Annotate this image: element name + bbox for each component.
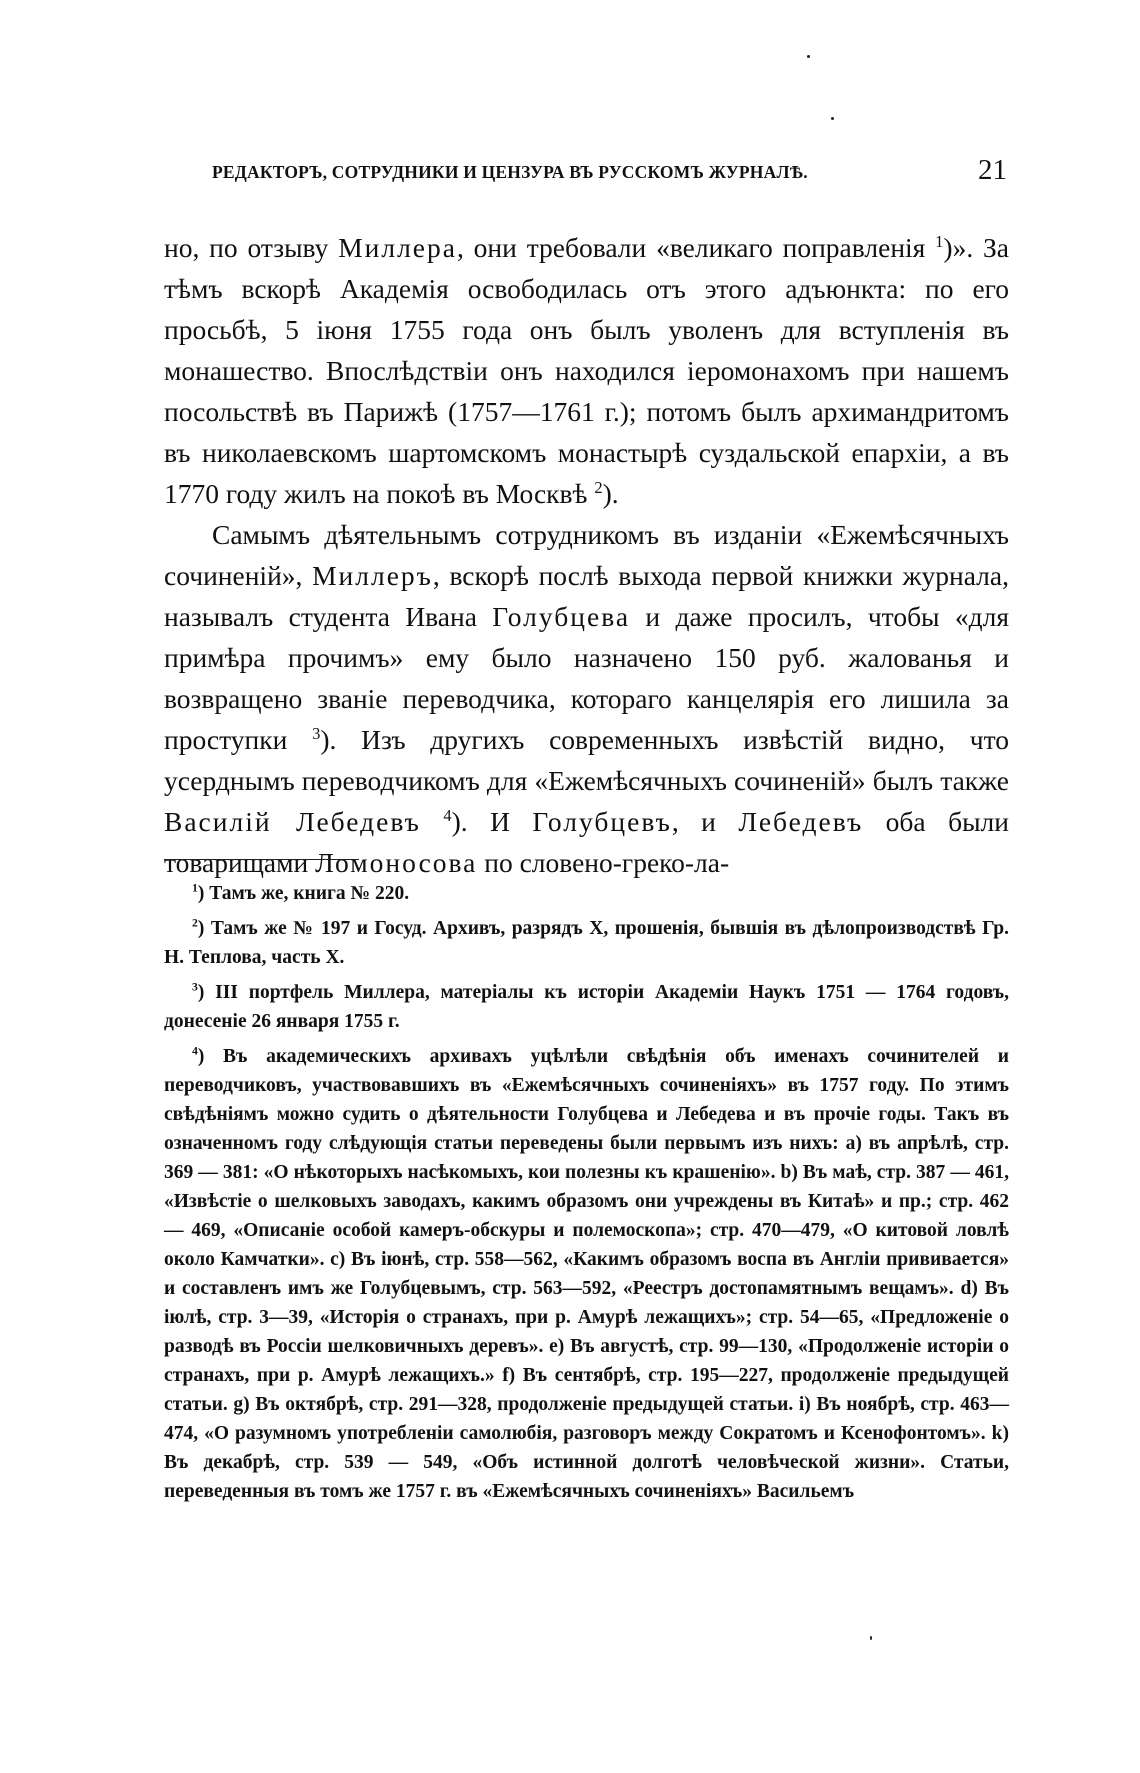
footnote-ref: 3 xyxy=(312,723,321,743)
footnote-ref: 2 xyxy=(594,477,603,497)
text-run: Самымъ дѣятельнымъ сотрудникомъ въ изданіи «Ежемѣсячныхъ сочиненій», xyxy=(164,519,1009,591)
paragraph xyxy=(164,227,1009,514)
footnote-mark: 1 xyxy=(192,881,198,895)
person-name: Голубцевъ xyxy=(532,806,672,837)
print-speck xyxy=(807,55,810,58)
text-run: , и xyxy=(671,806,739,837)
text-run: по словено-греко-ла- xyxy=(477,847,730,878)
text-run: ). Изъ другихъ современныхъ извѣстій видно, что усерднымъ переводчикомъ для «Ежемѣсячныхъ сочиненій» былъ также xyxy=(164,724,1009,796)
text-run: ). xyxy=(602,478,619,509)
running-head: РЕДАКТОРЪ, СОТРУДНИКИ И ЦЕНЗУРА ВЪ РУССКОМЪ ЖУРНАЛѢ. xyxy=(212,162,808,182)
paragraph xyxy=(164,514,1009,883)
footnote xyxy=(164,879,1009,908)
text-run: )». За тѣмъ вскорѣ Академія освободилась отъ этого адъюнкта: по его просьбѣ, 5 іюня 1755 года онъ былъ уволенъ для вступленія въ монашество. Впослѣдствіи онъ находился іеромонахомъ при нашемъ посольствѣ въ Парижѣ (1757—1761 г.); потомъ былъ архимандритомъ въ николаевскомъ шартомскомъ монастырѣ суздальской епархіи, а въ 1770 году жилъ на покоѣ въ Москвѣ xyxy=(164,232,1010,509)
footnote-divider xyxy=(164,859,359,860)
text-run: , они требовали «великаго поправленія xyxy=(456,232,936,263)
person-name: Василій Лебедевъ xyxy=(164,806,421,837)
person-name: Ломоносова xyxy=(315,847,478,878)
footnote-ref: 1 xyxy=(935,231,944,251)
person-name: Миллера xyxy=(338,232,457,263)
footnotes xyxy=(164,879,1009,1512)
text-run: но, по отзыву xyxy=(164,232,339,263)
footnote xyxy=(164,1042,1009,1506)
text-run: оба были товарищами xyxy=(164,806,1009,878)
person-name: Лебедевъ xyxy=(738,806,864,837)
main-text xyxy=(164,227,1009,883)
page-header xyxy=(212,154,1007,194)
text-run: , вскорѣ послѣ выхода первой книжки журнала, называлъ студента Ивана xyxy=(164,560,1009,632)
text-run: и даже просилъ, чтобы «для примѣра прочимъ» ему было назначено 150 руб. жалованья и возвращено званіе переводчика, котораго канцелярія его лишила за проступки xyxy=(164,601,1009,755)
footnote-mark: 2 xyxy=(192,916,198,930)
footnote-mark: 3 xyxy=(192,980,198,994)
text-run xyxy=(421,806,443,837)
page-number: 21 xyxy=(978,154,1007,186)
footnote-text: ) Тамъ же, книга № 220. xyxy=(197,883,410,904)
person-name: Миллеръ xyxy=(312,560,433,591)
footnote xyxy=(164,978,1009,1036)
person-name: Голубцева xyxy=(492,601,631,632)
text-run: ). И xyxy=(451,806,533,837)
footnote-text: ) Въ академическихъ архивахъ уцѣлѣли свѣдѣнія объ именахъ сочинителей и переводчиковъ, участвовавшихъ въ «Ежемѣсячныхъ сочиненіяхъ» въ 1757 году. По этимъ свѣдѣніямъ можно судить о дѣятельности Голубцева и Лебедева и въ прочіе годы. Такъ въ означенномъ году слѣдующія статьи переведены были первымъ изъ нихъ: a) въ апрѣлѣ, стр. 369 — 381: «О нѣкоторыхъ насѣкомыхъ, кои полезны къ крашенію». b) Въ маѣ, стр. 387 — 461, «Извѣстіе о шелковыхъ заводахъ, какимъ образомъ они учреждены въ Китаѣ» и пр.; стр. 462 — 469, «Описаніе особой камеръ-обскуры и полемоскопа»; стр. 470—479, «О китовой ловлѣ около Камчатки». c) Въ іюнѣ, стр. 558—562, «Какимъ образомъ воспа въ Англіи прививается» и составленъ имъ же Голубцевымъ, стр. 563—592, «Реестръ достопамятнымъ вещамъ». d) Въ іюлѣ, стр. 3—39, «Исторія о странахъ, при р. Амурѣ лежащихъ»; стр. 54—65, «Предложеніе о разводѣ въ Россіи шелковичныхъ деревъ». e) Въ августѣ, стр. 99—130, «Продолженіе исторіи о странахъ, при р. Амурѣ лежащихъ.» f) Въ сентябрѣ, стр. 195—227, продолженіе предыдущей статьи. g) Въ октябрѣ, стр. 291—328, продолженіе предыдущей статьи. i) Въ ноябрѣ, стр. 463—474, «О разумномъ употребленіи самолюбія, разговоръ между Сократомъ и Ксенофонтомъ». k) Въ декабрѣ, стр. 539 — 549, «Объ истинной долготѣ человѣческой жизни». Статьи, переведенныя въ томъ же 1757 г. въ «Ежемѣсячныхъ сочиненіяхъ» Васильемъ xyxy=(164,1046,1009,1502)
footnote xyxy=(164,914,1009,972)
print-speck xyxy=(831,117,834,120)
footnote-text: ) Тамъ же № 197 и Госуд. Архивъ, разрядъ X, прошенія, бывшія въ дѣлопроизводствѣ Гр. Н. Теплова, часть X. xyxy=(164,918,1009,968)
footnote-text: ) III портфель Миллера, матеріалы къ исторіи Академіи Наукъ 1751 — 1764 годовъ, донесеніе 26 января 1755 г. xyxy=(164,982,1009,1032)
footnote-ref: 4 xyxy=(443,805,452,825)
print-speck xyxy=(870,1636,872,1640)
footnote-mark: 4 xyxy=(192,1044,198,1058)
